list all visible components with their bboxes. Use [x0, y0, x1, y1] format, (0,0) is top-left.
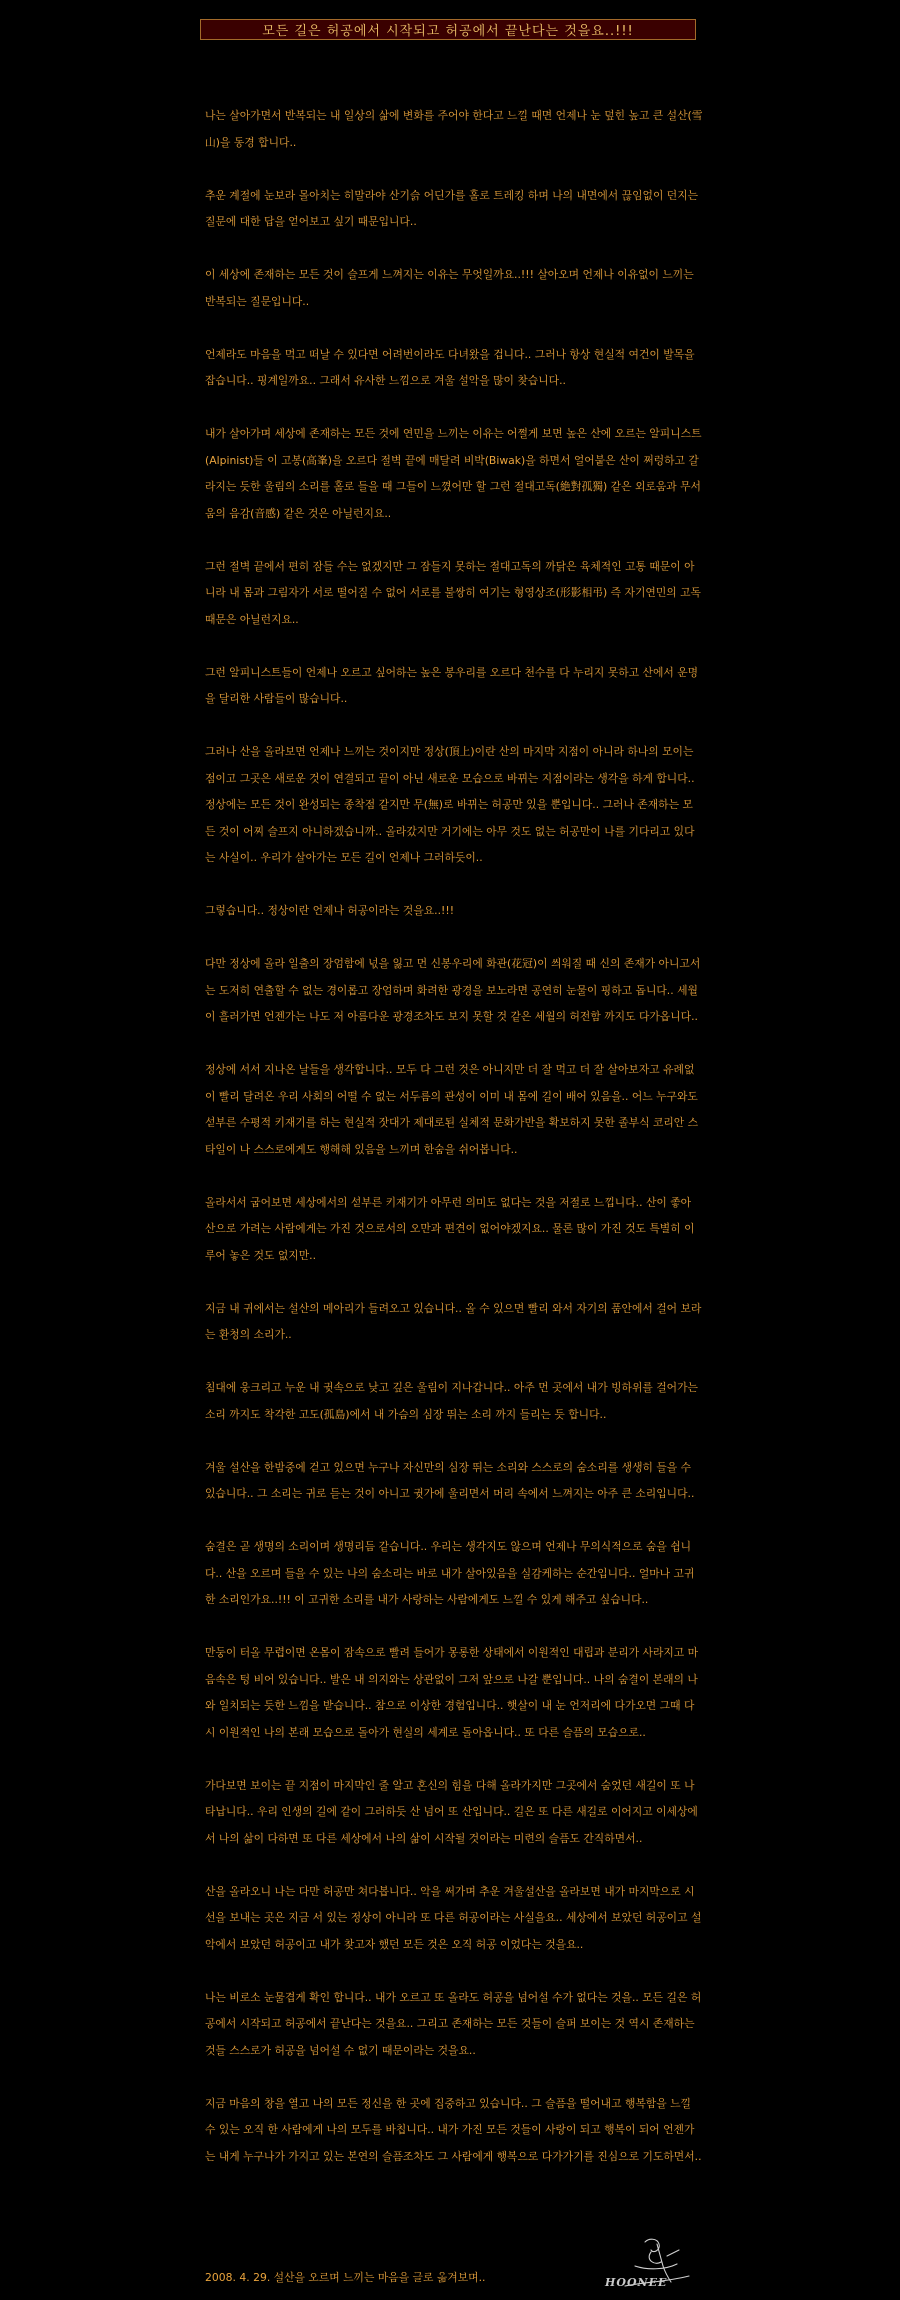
paragraph: 내가 살아가며 세상에 존재하는 모든 것에 연민을 느끼는 이유는 어쩔게 보면 높은 산에 오르는 알피니스트(Alpinist)들 이 고봉(高峯)을 오르다 절벽 끝에 매달려 비박(Biwak)을 하면서 얼어붙은 산이 쩌렁하고 갈라지는 듯한 울림의 소리를 홀로 들을 때 그들이 느꼈어만 할 그런 절대고독(絶對孤獨) 같은 외로움과 무서움의 음감(音感) 같은 것은 아닐런지요.. [205, 427, 702, 520]
footer-date-line: 2008. 4. 29. 설산을 오르며 느끼는 마음을 글로 옮겨보며.. [205, 2271, 486, 2284]
essay-body [205, 103, 703, 2197]
paragraph: 만둥이 터올 무렵이면 온몸이 잠속으로 빨려 들어가 몽롱한 상태에서 이원적인 대립과 분리가 사라지고 마음속은 텅 비어 있습니다.. 발은 내 의지와는 상관없이 그저 앞으로 나갈 뿐입니다.. 나의 숨결이 본래의 나와 일치되는 듯한 느낌을 받습니다.. 참으로 이상한 경험입니다.. 햇살이 내 눈 언저리에 다가오면 그때 다시 이원적인 나의 본래 모습으로 돌아가 현실의 세계로 돌아옵니다.. 또 다른 슬픔의 모습으로.. [205, 1646, 699, 1739]
paragraph: 나는 비로소 눈물겹게 확인 합니다.. 내가 오르고 또 올라도 허공을 넘어설 수가 없다는 것을.. 모든 길은 허공에서 시작되고 허공에서 끝난다는 것을요.. 그리고 존재하는 모든 것들이 슬퍼 보이는 것 역시 존재하는 것들 스스로가 허공을 넘어설 수 없기 때문이라는 것을요.. [205, 1990, 702, 2057]
paragraph: 겨울 설산을 한밤중에 걷고 있으면 누구나 자신만의 심장 뛰는 소리와 스스로의 숨소리를 생생히 들을 수 있습니다.. 그 소리는 귀로 듣는 것이 아니고 귓가에 울리면서 머리 속에서 느껴지는 아주 큰 소리입니다.. [205, 1460, 695, 1500]
paragraph: 추운 계절에 눈보라 몰아치는 히말라야 산기슭 어딘가를 홀로 트레킹 하며 나의 내면에서 끊임없이 던지는 질문에 대한 답을 얻어보고 싶기 때문입니다.. [205, 188, 699, 228]
paragraph: 나는 살아가면서 반복되는 내 일상의 삶에 변화를 주어야 한다고 느낄 때면 언제나 눈 덮힌 높고 큰 설산(雪山)을 동경 합니다.. [205, 109, 703, 149]
title-banner [200, 19, 696, 40]
paragraph: 그런 알피니스트들이 언제나 오르고 싶어하는 높은 봉우리를 오르다 천수를 다 누리지 못하고 산에서 운명을 달리한 사람들이 많습니다.. [205, 665, 699, 705]
paragraph: 지금 내 귀에서는 설산의 메아리가 들려오고 있습니다.. 올 수 있으면 빨리 와서 자기의 품안에서 걸어 보라는 환청의 소리가.. [205, 1301, 702, 1341]
paragraph: 올라서서 굽어보면 세상에서의 섣부른 키재기가 아무런 의미도 없다는 것을 저절로 느낍니다.. 산이 좋아 산으로 가려는 사람에게는 가진 것으로서의 오만과 편견이 없어야겠지요.. 물론 많이 가진 것도 특별히 이루어 놓은 것도 없지만.. [205, 1195, 695, 1262]
paragraph: 그러나 산을 올라보면 언제나 느끼는 것이지만 정상(頂上)이란 산의 마지막 지점이 아니라 하나의 모이는 점이고 그곳은 새로운 것이 연결되고 끝이 아닌 새로운 모습으로 바뀌는 지점이라는 생각을 하게 합니다.. 정상에는 모든 것이 완성되는 종착점 같지만 무(無)로 바뀌는 허공만 있을 뿐입니다.. 그러나 존재하는 모든 것이 어찌 슬프지 아니하겠습니까.. 올라갔지만 거기에는 아무 것도 없는 허공만이 나를 기다리고 있다는 사실이.. 우리가 살아가는 모든 길이 언제나 그러하듯이.. [205, 745, 695, 864]
paragraph: 가다보면 보이는 끝 지점이 마지막인 줄 알고 혼신의 힘을 다해 올라가지만 그곳에서 숨었던 새길이 또 나타납니다.. 우리 인생의 길에 같이 그러하듯 산 넘어 또 산입니다.. 길은 또 다른 새길로 이어지고 이세상에서 나의 삶이 다하면 또 다른 세상에서 나의 삶이 시작될 것이라는 미련의 슬픔도 간직하면서.. [205, 1778, 698, 1845]
paragraph: 산을 올라오니 나는 다만 허공만 쳐다봅니다.. 악을 써가며 추운 겨울설산을 올라보면 내가 마지막으로 시선을 보내는 곳은 지금 서 있는 정상이 아니라 또 다른 허공이라는 사실을요.. 세상에서 보았던 허공이고 설악에서 보았던 허공이고 내가 찾고자 했던 모든 것은 오직 허공 이었다는 것을요.. [205, 1884, 702, 1951]
paragraph: 침대에 웅크리고 누운 내 귓속으로 낮고 깊은 울림이 지나갑니다.. 아주 먼 곳에서 내가 빙하위를 걸어가는 소리 까지도 착각한 고도(孤島)에서 내 가슴의 심장 뛰는 소리 까지 들리는 듯 합니다.. [205, 1381, 698, 1421]
paragraph: 언제라도 마음을 먹고 떠날 수 있다면 어려번이라도 다녀왔을 겁니다.. 그러나 항상 현실적 여건이 발목을 잡습니다.. 핑계일까요.. 그래서 유사한 느낌으로 겨울 설악을 많이 찾습니다.. [205, 347, 695, 387]
signature-name: HOONEE [605, 2276, 668, 2289]
paragraph: 숨결은 곧 생명의 소리이며 생명리듬 같습니다.. 우리는 생각지도 않으며 언제나 무의식적으로 숨을 쉽니다.. 산을 오르며 들을 수 있는 나의 숨소리는 바로 내가 살아있음을 실감케하는 순간입니다.. 얼마나 고귀한 소리인가요..!!! 이 고귀한 소리를 내가 사랑하는 사람에게도 느낄 수 있게 해주고 싶습니다.. [205, 1540, 695, 1606]
paragraph: 그렇습니다.. 정상이란 언제나 허공이라는 것을요..!!! [205, 904, 455, 917]
paragraph: 정상에 서서 지나온 날들을 생각합니다.. 모두 다 그런 것은 아니지만 더 잘 먹고 더 잘 살아보자고 유례없이 빨리 달려온 우리 사회의 어떨 수 없는 서두름의 관성이 이미 내 몸에 길이 배어 있음을.. 어느 누구와도 섣부른 수평적 키재기를 하는 현실적 잣대가 제대로된 실체적 문화가반을 확보하지 못한 졸부식 코리안 스타일이 나 스스로에게도 행해해 있음을 느끼며 한숨을 쉬어봅니다.. [205, 1063, 699, 1156]
paragraph: 그런 절벽 끝에서 편히 잠들 수는 없겠지만 그 잠들지 못하는 절대고독의 까닭은 육체적인 고통 때문이 아니라 내 몸과 그림자가 서로 떨어질 수 없어 서로를 불쌍히 여기는 형영상조(形影相弔) 즉 자기연민의 고독 때문은 아닐런지요.. [205, 559, 701, 626]
paragraph: 이 세상에 존재하는 모든 것이 슬프게 느껴지는 이유는 무엇일까요..!!! 살아오며 언제나 이유없이 느끼는 반복되는 질문입니다.. [205, 268, 694, 308]
page-title: 모든 길은 허공에서 시작되고 허공에서 끝난다는 것을요..!!! [262, 24, 634, 39]
paragraph: 지금 마음의 창을 열고 나의 모든 정신을 한 곳에 집중하고 있습니다.. 그 슬픔을 떨어내고 행복함을 느낄 수 있는 오직 한 사람에게 나의 모두를 바칩니다.. 내가 가진 모든 것들이 사랑이 되고 행복이 되어 언젠가는 내게 누구나가 가지고 있는 본연의 슬픔조차도 그 사람에게 행복으로 다가가기를 진심으로 기도하면서.. [205, 2096, 702, 2163]
paragraph: 다만 정상에 올라 일출의 장엄함에 넋을 잃고 먼 신봉우리에 화관(花冠)이 씌워질 때 신의 존재가 아니고서는 도저히 연출할 수 없는 경이롭고 장엄하며 화려한 광경을 보노라면 공연히 눈물이 핑하고 돕니다.. 세월이 흘러가면 언젠가는 나도 저 아름다운 광경조차도 보지 못할 것 같은 세월의 허전함 까지도 다가옵니다.. [205, 957, 701, 1023]
